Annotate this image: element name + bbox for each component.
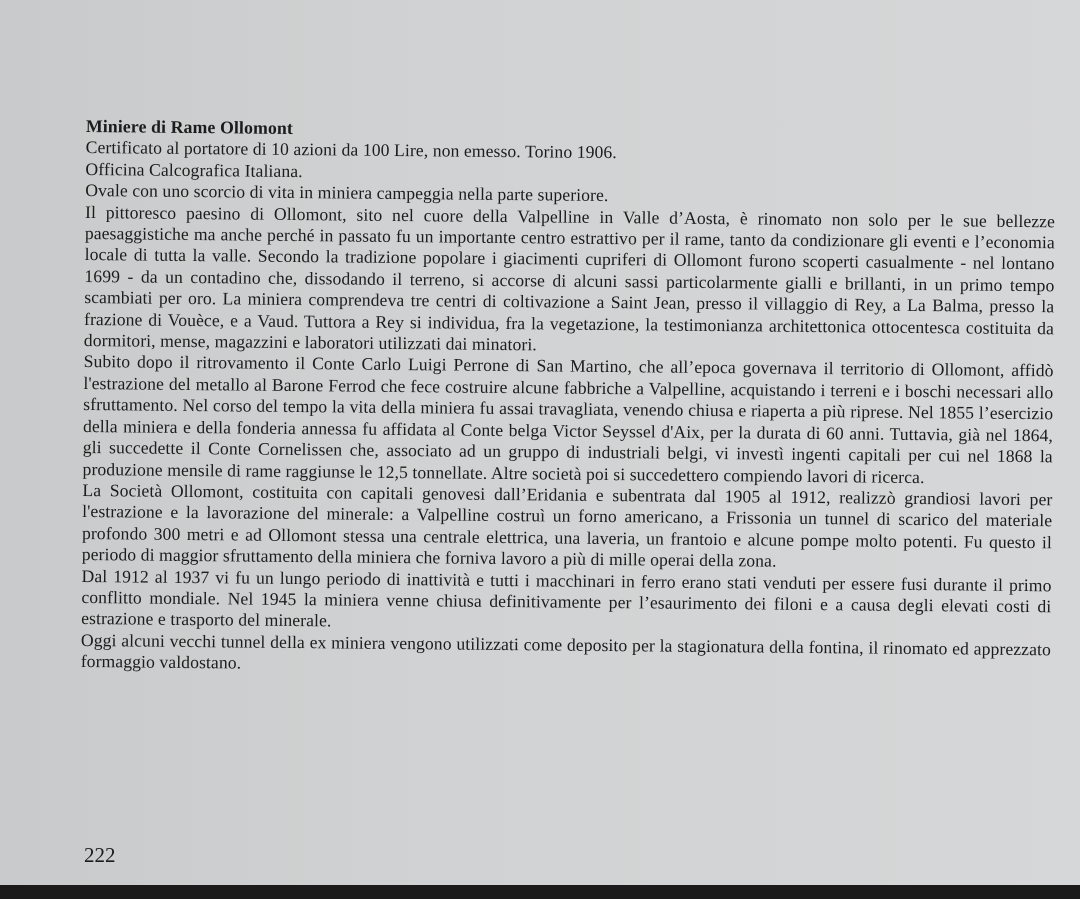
paragraph-closure: Dal 1912 al 1937 vi fu un lungo periodo di inattività e tutti i macchinari in ferro erano stati venduti per essere fusi durante il primo conflitto mondiale. Nel 1945 la miniera venne chiusa definitivamente per l’esaurimento dei filoni e a causa degli elevati costi di estrazione e trasporto del minerale. (81, 565, 1052, 631)
paragraph-societa-ollomont: La Società Ollomont, costituita con capitali genovesi dall’Eridania e subentrata dal 1905 al 1912, realizzò grandiosi lavori per l'estrazione e la lavorazione del minerale: a Valpelline costruì un forno americano, a Frissonia un tunnel di scarico del materiale profondo 300 metri e ad Ollomont stessa una centrale elettrica, una laveria, un frantoio e alcune pompe molto potenti. Fu questo il periodo di maggior sfruttamento della miniera che forniva lavoro a più di mille operai della zona. (81, 479, 1053, 571)
page-number: 222 (84, 843, 116, 867)
paragraph-history: Il pittoresco paesino di Ollomont, sito nel cuore della Valpelline in Valle d’Aosta, è rinomato non solo per le sue bellezze paesaggistiche ma anche perché in passato fu un importante centro estrattivo per il rame, tanto da condizionare gli eventi e l’economia locale di tutta la valle. Secondo la tradizione popolare i giacimenti cupriferi di Ollomont furono scoperti casualmente - nel lontano 1699 - da un contadino che, dissodando il terreno, si accorse di alcuni sassi particolarmente gialli e brillanti, in un primo tempo scambiati per oro. La miniera comprendeva tre centri di coltivazione a Saint Jean, presso il villaggio di Rey, a La Balma, presso la frazione di Vouèce, e a Vaud. Tuttora a Rey si individua, fra la vegetazione, la testimonianza architettonica ottocentesca costituita da dormitori, mense, magazzini e laboratori utilizzati dai minatori. (83, 201, 1056, 355)
section-title: Miniere di Rame Ollomont (85, 116, 294, 138)
paragraph-discovery: Subito dopo il ritrovamento il Conte Carlo Luigi Perrone di San Martino, che all’epoca governava il territorio di Ollomont, affidò l'estrazione del metallo al Barone Ferrod che fece costruire alcune fabbriche a Valpelline, acquistando i terreni e i boschi necessari allo sfruttamento. Nel corso del tempo la vita della miniera fu assai travagliata, venendo chiusa e riaperta a più riprese. Nel 1855 l’esercizio della miniera e della fonderia annessa fu affidata al Conte belga Victor Seyssel d'Aix, per la durata di 60 anni. Tuttavia, già nel 1864, gli succedette il Conte Cornelissen che, associato ad un gruppo di industriali belgi, vi investì ingenti capitali per cui nel 1868 la produzione mensile di rame raggiunse le 12,5 tonnellate. Altre società poi si succedettero compiendo lavori di ricerca. (82, 351, 1054, 487)
intro-line-certificate: Certificato al portatore di 10 azioni da 100 Lire, non emesso. Torino 1906. (85, 137, 617, 163)
paragraph-today: Oggi alcuni vecchi tunnel della ex miniera vengono utilizzati come deposito per la stagionatura della fontina, il rinomato ed apprezzato formaggio valdostano. (80, 629, 1052, 673)
page-bottom-edge (0, 885, 1080, 899)
intro-line-oval: Ovale con uno scorcio di vita in miniera campeggia nella parte superiore. (85, 180, 609, 206)
page-content (81, 116, 1056, 682)
intro-line-printer: Officina Calcografica Italiana. (85, 158, 303, 181)
